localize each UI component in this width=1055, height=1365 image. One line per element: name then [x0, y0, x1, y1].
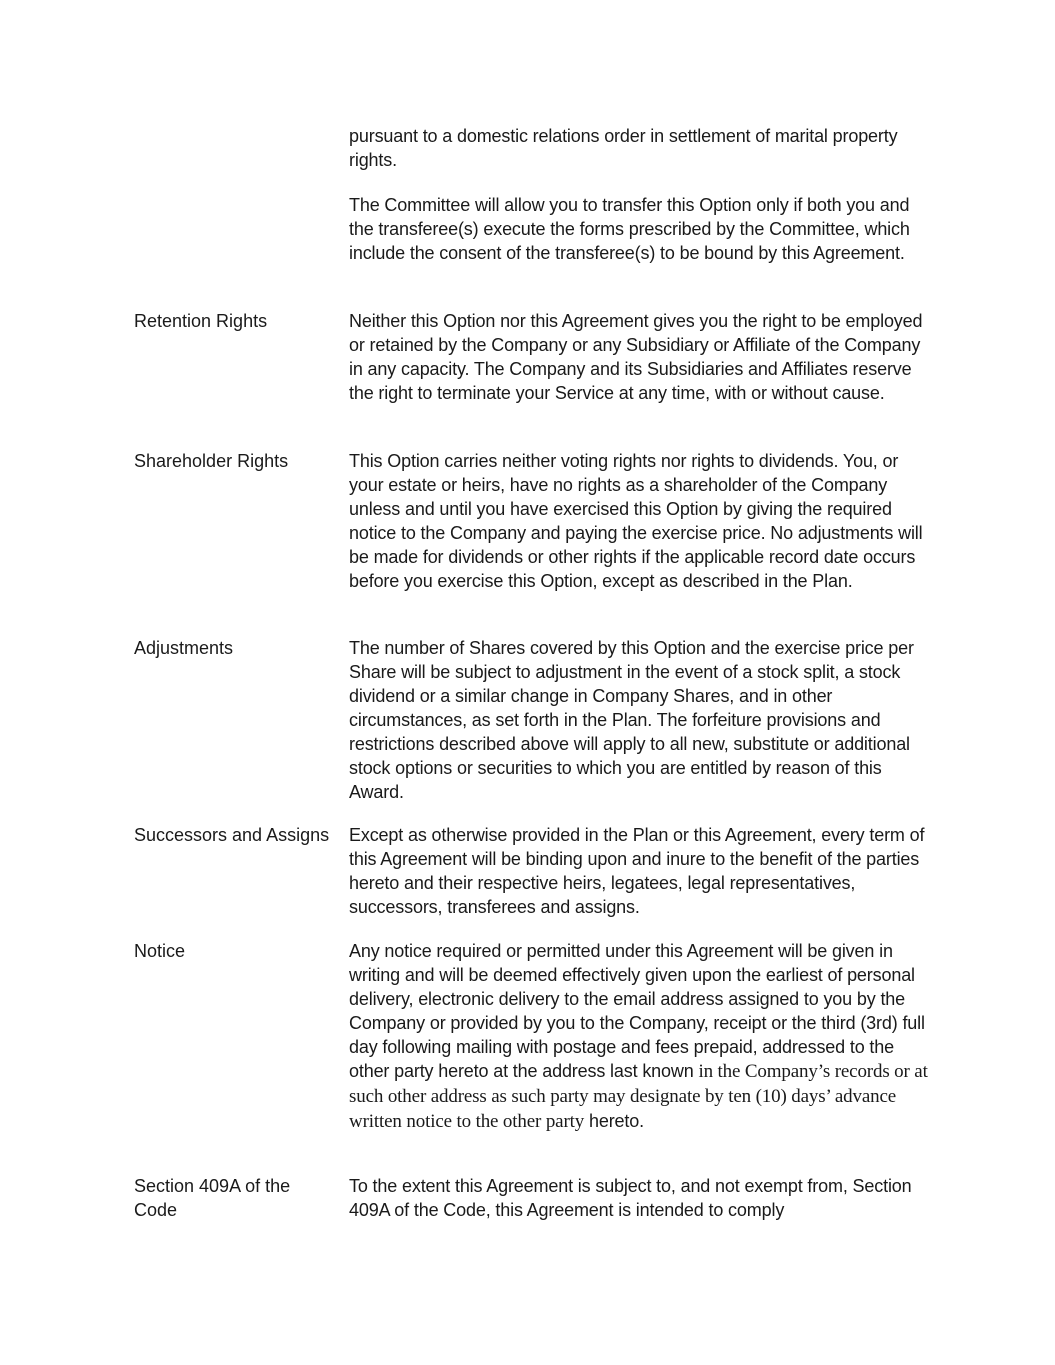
section-label: Section 409A of the Code: [134, 1176, 291, 1220]
notice-text-part-1: Any notice required or permitted under this Agreement will be given in writing and will be deemed effectively given upon the earliest of personal delivery, electronic delivery to the email address assigned to you by the Company or provided by you to the Company, receipt or the third (3rd) full day following mailing with postage and fees prepaid, addressed to the other party hereto at the address last known: [349, 941, 925, 1081]
section-text: The Committee will allow you to transfer this Option only if both you and the transferee(s) execute the forms prescribed by the Committee, which include the consent of the transferee(s) to be bound by this Agreement.: [349, 195, 910, 263]
section-label: Shareholder Rights: [134, 451, 289, 471]
section-text: The number of Shares covered by this Option and the exercise price per Share will be subject to adjustment in the event of a stock split, a stock dividend or a similar change in Company Shares, and in other circumstances, as set forth in the Plan. The forfeiture provisions and restrictions described above will apply to all new, substitute or additional stock options or securities to which you are entitled by reason of this Award.: [349, 638, 914, 802]
section-text: To the extent this Agreement is subject to, and not exempt from, Section 409A of the Code, this Agreement is intended to comply: [349, 1176, 912, 1220]
section-label: Retention Rights: [134, 311, 268, 331]
section-text: Neither this Option nor this Agreement gives you the right to be employed or retained by the Company or any Subsidiary or Affiliate of the Company in any capacity. The Company and its Subsidiaries and Affiliates reserve the right to terminate your Service at any time, with or without cause.: [349, 311, 923, 403]
section-text: This Option carries neither voting rights nor rights to dividends. You, or your estate or heirs, have no rights as a shareholder of the Company unless and until you have exercised this Option by giving the required notice to the Company and paying the exercise price. No adjustments will be made for dividends or other rights if the applicable record date occurs before you exercise this Option, except as described in the Plan.: [349, 451, 923, 591]
section-label: Adjustments: [134, 638, 234, 658]
section-label: Successors and Assigns: [134, 825, 330, 845]
section-text: Except as otherwise provided in the Plan or this Agreement, every term of this Agreement will be binding upon and inure to the benefit of the parties hereto and their respective heirs, legatees, legal representatives, successors, transferees and assigns.: [349, 825, 925, 917]
notice-text-part-2: in the Company’s records or at such other address as such party may designate by ten (10) days’ advance written notice to the other party: [349, 1061, 928, 1132]
section-text: [349, 939, 929, 1134]
notice-text-part-3: hereto.: [588, 1111, 644, 1131]
section-label: Notice: [134, 941, 186, 961]
section-text: pursuant to a domestic relations order in settlement of marital property rights.: [349, 126, 898, 170]
